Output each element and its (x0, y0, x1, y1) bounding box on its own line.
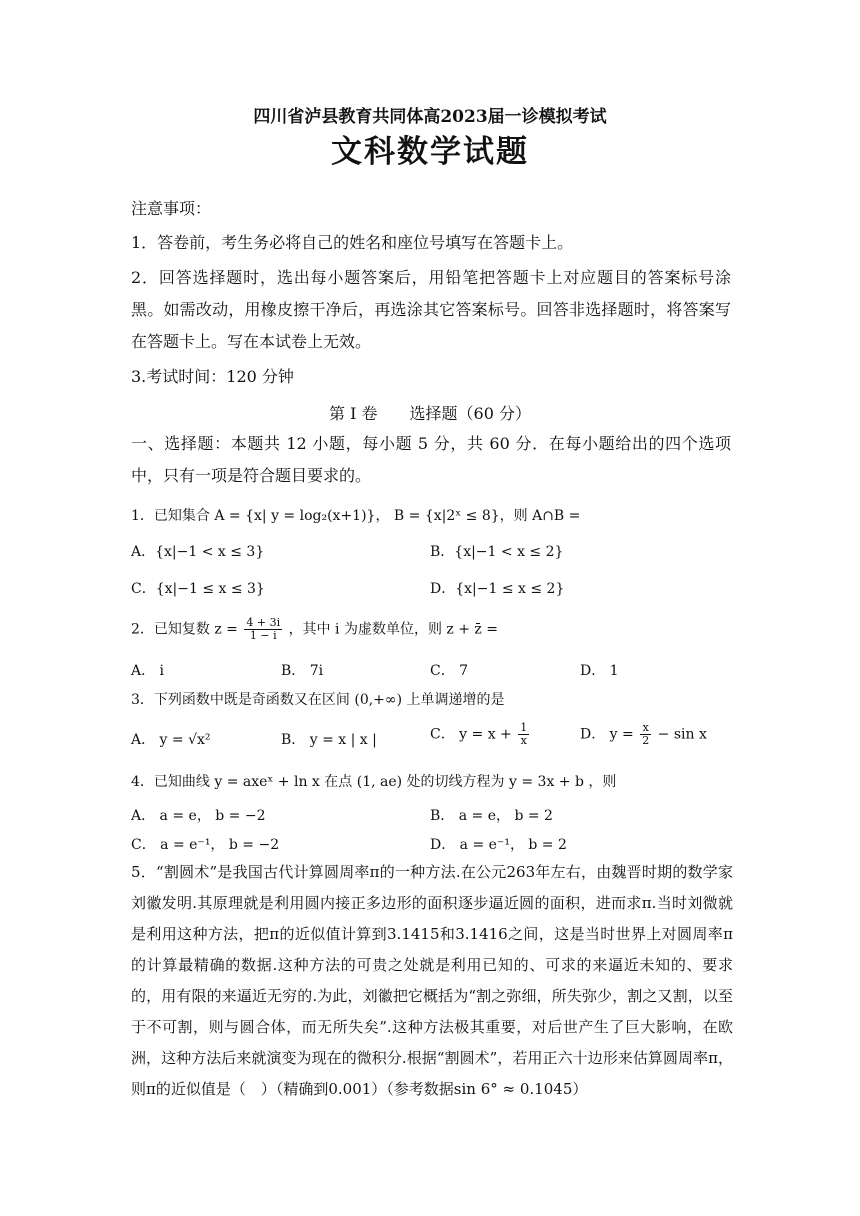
question-3-option-c (430, 722, 531, 747)
exam-subtitle: 四川省泸县教育共同体高2023届一诊模拟考试 (253, 107, 607, 127)
question-3-option-a: A． y = √x² (131, 732, 211, 748)
question-3-option-d-numerator: x (640, 722, 651, 735)
question-3-option-c-numerator: 1 (520, 721, 528, 734)
question-1-option-a: A．{x|−1 < x ≤ 3} (131, 544, 265, 560)
question-3-option-c-text: C． y = x + (430, 726, 512, 743)
question-2-stem-prefix: 2．已知复数 z = (131, 621, 238, 638)
question-2-stem-suffix: ，其中 i 为虚数单位，则 z + z̄ = (288, 621, 498, 638)
question-3-option-b: B． y = x | x | (281, 732, 377, 748)
note-item-3: 3.考试时间：120 分钟 (131, 367, 294, 386)
section-intro: 一、选择题：本题共 12 小题，每小题 5 分，共 60 分．在每小题给出的四个选项中，只有一项是符合题目要求的。 (131, 434, 731, 485)
question-2-fraction-numerator: 4 + 3i (246, 616, 281, 629)
question-5-text: 5．“割圆术”是我国古代计算圆周率π的一种方法.在公元263年左右，由魏晋时期的数学家刘徽发明.其原理就是利用圆内接正多边形的面积逐步逼近圆的面积，进而求π.当时刘微就是利用这种方法，把π的近似值计算到3.1415和3.1416之间，这是当时世界上对圆周率π的计算最精确的数据.这种方法的可贵之处就是利用已知的、可求的来逼近未知的、要求的，用有限的来逼近无穷的.为此，刘徽把它概括为“割之弥细，所失弥少，割之又割，以至于不可割，则与圆合体，而无所失矣”.这种方法极其重要，对后世产生了巨大影响，在欧洲，这种方法后来就演变为现在的微积分.根据“割圆术”，若用正六十边形来估算圆周率π，则π的近似值是（ ）（精确到0.001）（参考数据sin 6° ≈ 0.1045） (131, 863, 733, 1098)
question-4-option-b: B． a = e， b = 2 (430, 808, 553, 824)
note-item-1: 1．答卷前，考生务必将自己的姓名和座位号填写在答题卡上。 (131, 233, 574, 252)
question-2-stem (131, 617, 498, 642)
question-3-option-d-denominator: 2 (642, 734, 650, 747)
question-3-option-d-fraction (640, 722, 651, 747)
question-3-option-c-denominator: x (520, 734, 527, 747)
question-2-option-b: B． 7i (281, 663, 324, 679)
question-3-option-d (580, 722, 707, 747)
question-1-option-c: C．{x|−1 ≤ x ≤ 3} (131, 581, 265, 597)
question-1-option-d: D．{x|−1 ≤ x ≤ 2} (430, 581, 565, 597)
question-3-option-d-text: D． y = (580, 726, 634, 743)
question-3-option-c-fraction (518, 722, 529, 747)
question-4-option-d: D． a = e⁻¹， b = 2 (430, 837, 567, 853)
question-4-option-c: C． a = e⁻¹， b = −2 (131, 837, 280, 853)
question-2-fraction (244, 617, 282, 642)
question-4-option-a: A． a = e， b = −2 (131, 808, 266, 824)
question-4-stem: 4．已知曲线 y = axeˣ + ln x 在点 (1, ae) 处的切线方程为 y = 3x + b ，则 (131, 774, 617, 790)
question-3-option-d-suffix: − sin x (657, 726, 707, 743)
question-2-option-d: D． 1 (580, 663, 619, 679)
question-1-stem: 1．已知集合 A = {x| y = log₂(x+1)}， B = {x|2ˣ ≤ 8}，则 A∩B = (131, 508, 581, 524)
note-item-2: 2．回答选择题时，选出每小题答案后，用铅笔把答题卡上对应题目的答案标号涂黑。如需改动，用橡皮擦干净后，再选涂其它答案标号。回答非选择题时，将答案写在答题卡上。写在本试卷上无效。 (131, 268, 731, 351)
question-2-option-a: A． i (131, 663, 165, 679)
question-2-option-c: C． 7 (430, 663, 469, 679)
question-2-fraction-denominator: 1 − i (249, 629, 277, 642)
exam-title: 文科数学试题 (331, 134, 529, 170)
section-title: 第 I 卷 选择题（60 分） (329, 404, 531, 423)
question-3-stem: 3．下列函数中既是奇函数又在区间 (0,+∞) 上单调递增的是 (131, 692, 505, 708)
notes-heading: 注意事项： (131, 199, 212, 218)
question-1-option-b: B．{x|−1 < x ≤ 2} (430, 544, 564, 560)
